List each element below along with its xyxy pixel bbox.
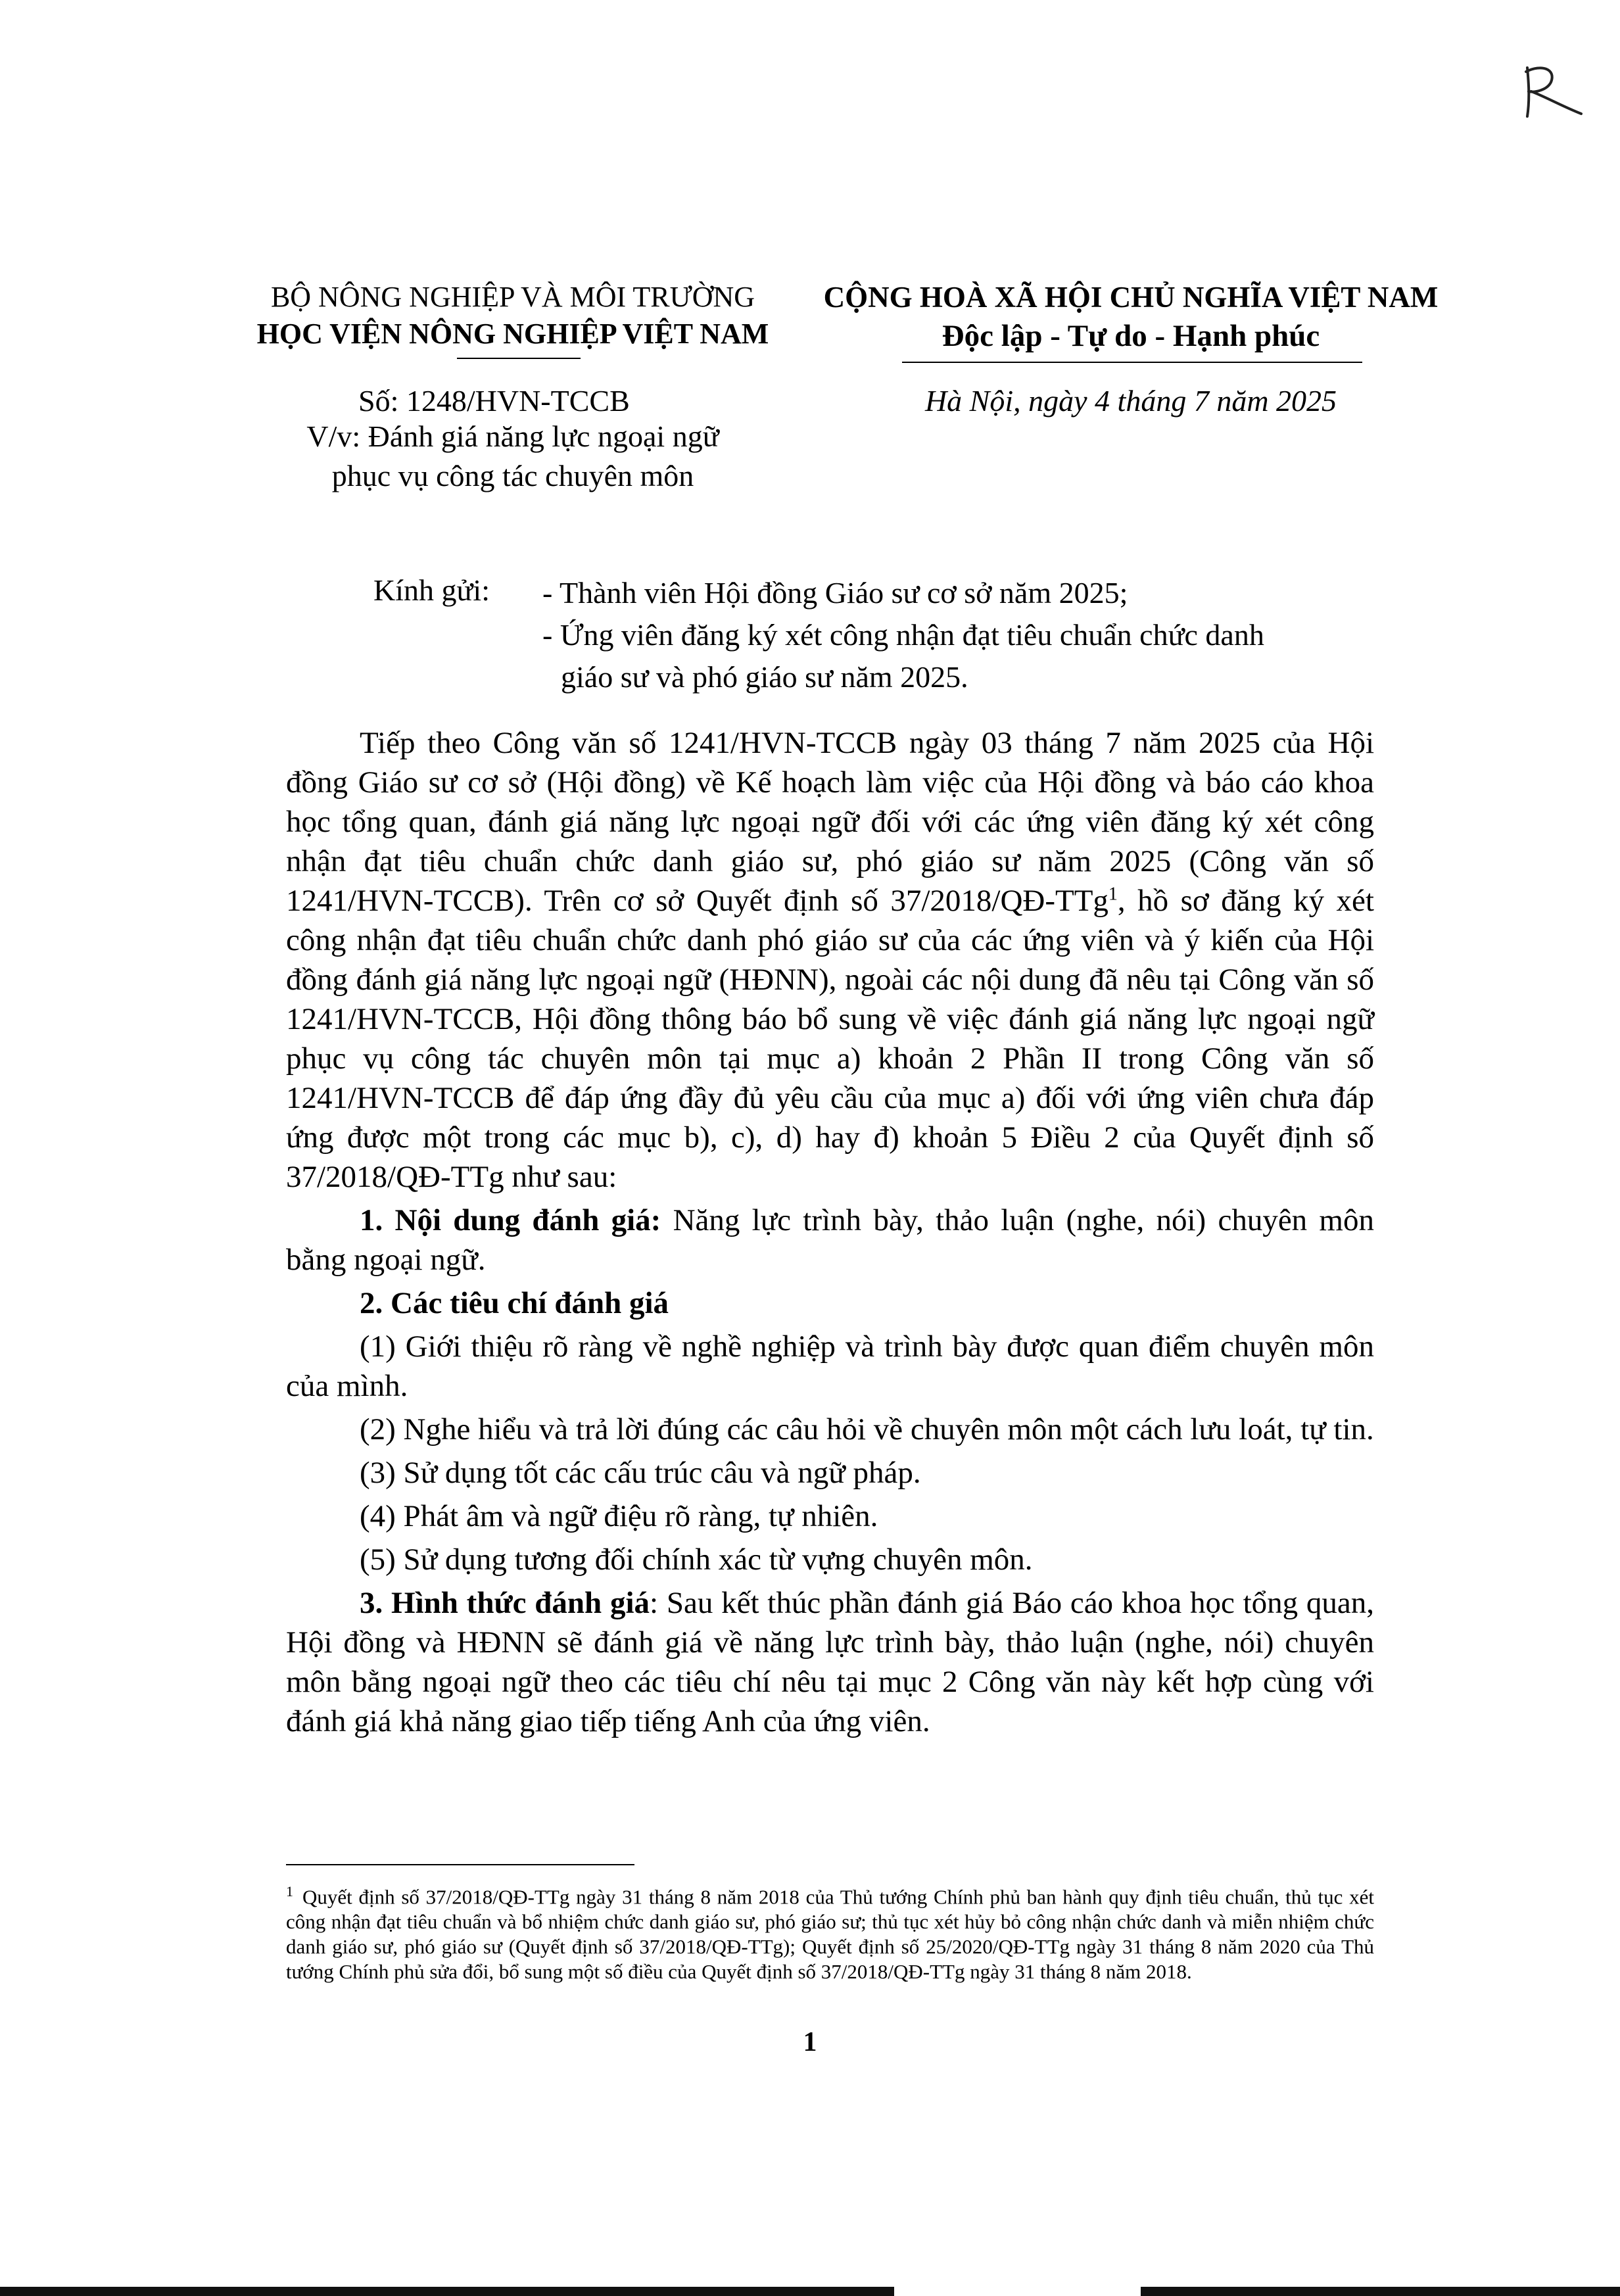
nation-title: CỘNG HOÀ XÃ HỘI CHỦ NGHĨA VIỆT NAM xyxy=(823,281,1439,314)
intro-paragraph: Tiếp theo Công văn số 1241/HVN-TCCB ngày 03 tháng 7 năm 2025 của Hội đồng Giáo sư cơ sở (Hội đồng) về Kế hoạch làm việc của Hội đồng và báo cáo khoa học tổng quan, đánh giá năng lực ngoại ngữ đối với các ứng viên đăng ký xét công nhận đạt tiêu chuẩn chức danh giáo sư, phó giáo sư năm 2025 (Công văn số 1241/HVN-TCCB). Trên cơ sở Quyết định số 37/2018/QĐ-TTg$^1$, hồ sơ đăng ký xét công nhận đạt tiêu chuẩn chức danh phó giáo sư của các ứng viên và ý kiến của Hội đồng đánh giá năng lực ngoại ngữ (HĐNN), ngoài các nội dung đã nêu tại Công văn số 1241/HVN-TCCB, Hội đồng thông báo bổ sung về việc đánh giá năng lực ngoại ngữ phục vụ công tác chuyên môn tại mục a) khoản 2 Phần II trong Công văn số 1241/HVN-TCCB để đáp ứng đầy đủ yêu cầu của mục a) đối với ứng viên chưa đáp ứng được một trong các mục b), c), d) hay đ) khoản 5 Điều 2 của Quyết định số 37/2018/QĐ-TTg như sau: xyxy=(286,726,1374,1194)
section-1-title: 1. Nội dung đánh giá: xyxy=(360,1203,661,1237)
document-number: Số: 1248/HVN-TCCB xyxy=(358,384,630,418)
footnote-text: Quyết định số 37/2018/QĐ-TTg ngày 31 tháng 8 năm 2018 của Thủ tướng Chính phủ ban hành quy định tiêu chuẩn, thủ tục xét công nhận đạt tiêu chuẩn và bổ nhiệm chức danh giáo sư, phó giáo sư; thủ tục xét hủy bỏ công nhận chức danh và miễn nhiệm chức danh giáo sư, phó giáo sư (Quyết định số 37/2018/QĐ-TTg); Quyết định số 25/2020/QĐ-TTg ngày 31 tháng 8 năm 2020 của Thủ tướng Chính phủ sửa đổi, bổ sung một số điều của Quyết định số 37/2018/QĐ-TTg ngày 31 tháng 8 năm 2018. xyxy=(286,1885,1374,1984)
institution-name: HỌC VIỆN NÔNG NGHIỆP VIỆT NAM xyxy=(256,318,769,350)
recipients-list xyxy=(542,572,1397,698)
section-1 xyxy=(286,1201,1374,1280)
document-subject xyxy=(217,417,809,496)
national-motto: Độc lập - Tự do - Hạnh phúc xyxy=(941,319,1320,353)
ministry-name: BỘ NÔNG NGHIỆP VÀ MÔI TRƯỜNG xyxy=(270,281,755,313)
handwritten-r-mark xyxy=(1515,62,1588,122)
recipient-line-2: - Ứng viên đăng ký xét công nhận đạt tiêu chuẩn chức danh xyxy=(542,618,1264,652)
criterion-4: (4) Phát âm và ngữ điệu rõ ràng, tự nhiên. xyxy=(360,1499,878,1533)
recipient-line-1: - Thành viên Hội đồng Giáo sư cơ sở năm 2025; xyxy=(542,576,1128,610)
section-3-text: : Sau kết thúc phần đánh giá Báo cáo khoa học tổng quan, Hội đồng và HĐNN sẽ đánh giá về năng lực trình bày, thảo luận (nghe, nói) chuyên môn bằng ngoại ngữ theo các tiêu chí nêu tại mục 2 Công văn này kết hợp cùng với đánh giá khả năng giao tiếp tiếng Anh của ứng viên. xyxy=(286,1586,1374,1738)
recipients-label: Kính gửi: xyxy=(373,573,490,607)
section-3-title: 3. Hình thức đánh giá xyxy=(360,1586,650,1620)
criterion-2: (2) Nghe hiểu và trả lời đúng các câu hỏi về chuyên môn một cách lưu loát, tự tin. xyxy=(360,1412,1374,1447)
subject-line-2: phục vụ công tác chuyên môn xyxy=(331,459,694,492)
section-3 xyxy=(286,1583,1374,1741)
header-left xyxy=(217,279,809,352)
header-left-rule xyxy=(457,358,581,359)
subject-line-1: V/v: Đánh giá năng lực ngoại ngữ xyxy=(306,419,719,453)
letter-body xyxy=(286,723,1374,1745)
footnote-separator xyxy=(286,1864,634,1865)
scan-edge-right xyxy=(1141,2287,1620,2296)
footnote-number: 1 xyxy=(286,1883,293,1900)
header-right-rule xyxy=(902,362,1362,363)
criterion-3: (3) Sử dụng tốt các cấu trúc câu và ngữ pháp. xyxy=(360,1456,921,1490)
header-right xyxy=(802,279,1460,356)
footnote xyxy=(286,1879,1374,1984)
criterion-1: (1) Giới thiệu rõ ràng về nghề nghiệp và trình bày được quan điểm chuyên môn của mình. xyxy=(286,1329,1374,1403)
section-1-text: Năng lực trình bày, thảo luận (nghe, nói) chuyên môn bằng ngoại ngữ. xyxy=(286,1203,1374,1277)
recipient-line-3: giáo sư và phó giáo sư năm 2025. xyxy=(561,660,968,694)
page-number: 1 xyxy=(803,2027,817,2057)
place-date: Hà Nội, ngày 4 tháng 7 năm 2025 xyxy=(924,384,1337,418)
section-2-title: 2. Các tiêu chí đánh giá xyxy=(360,1286,669,1320)
scan-edge-left xyxy=(0,2287,894,2296)
criterion-5: (5) Sử dụng tương đối chính xác từ vựng chuyên môn. xyxy=(360,1543,1033,1577)
footnote-reference: 1 xyxy=(1108,884,1118,905)
